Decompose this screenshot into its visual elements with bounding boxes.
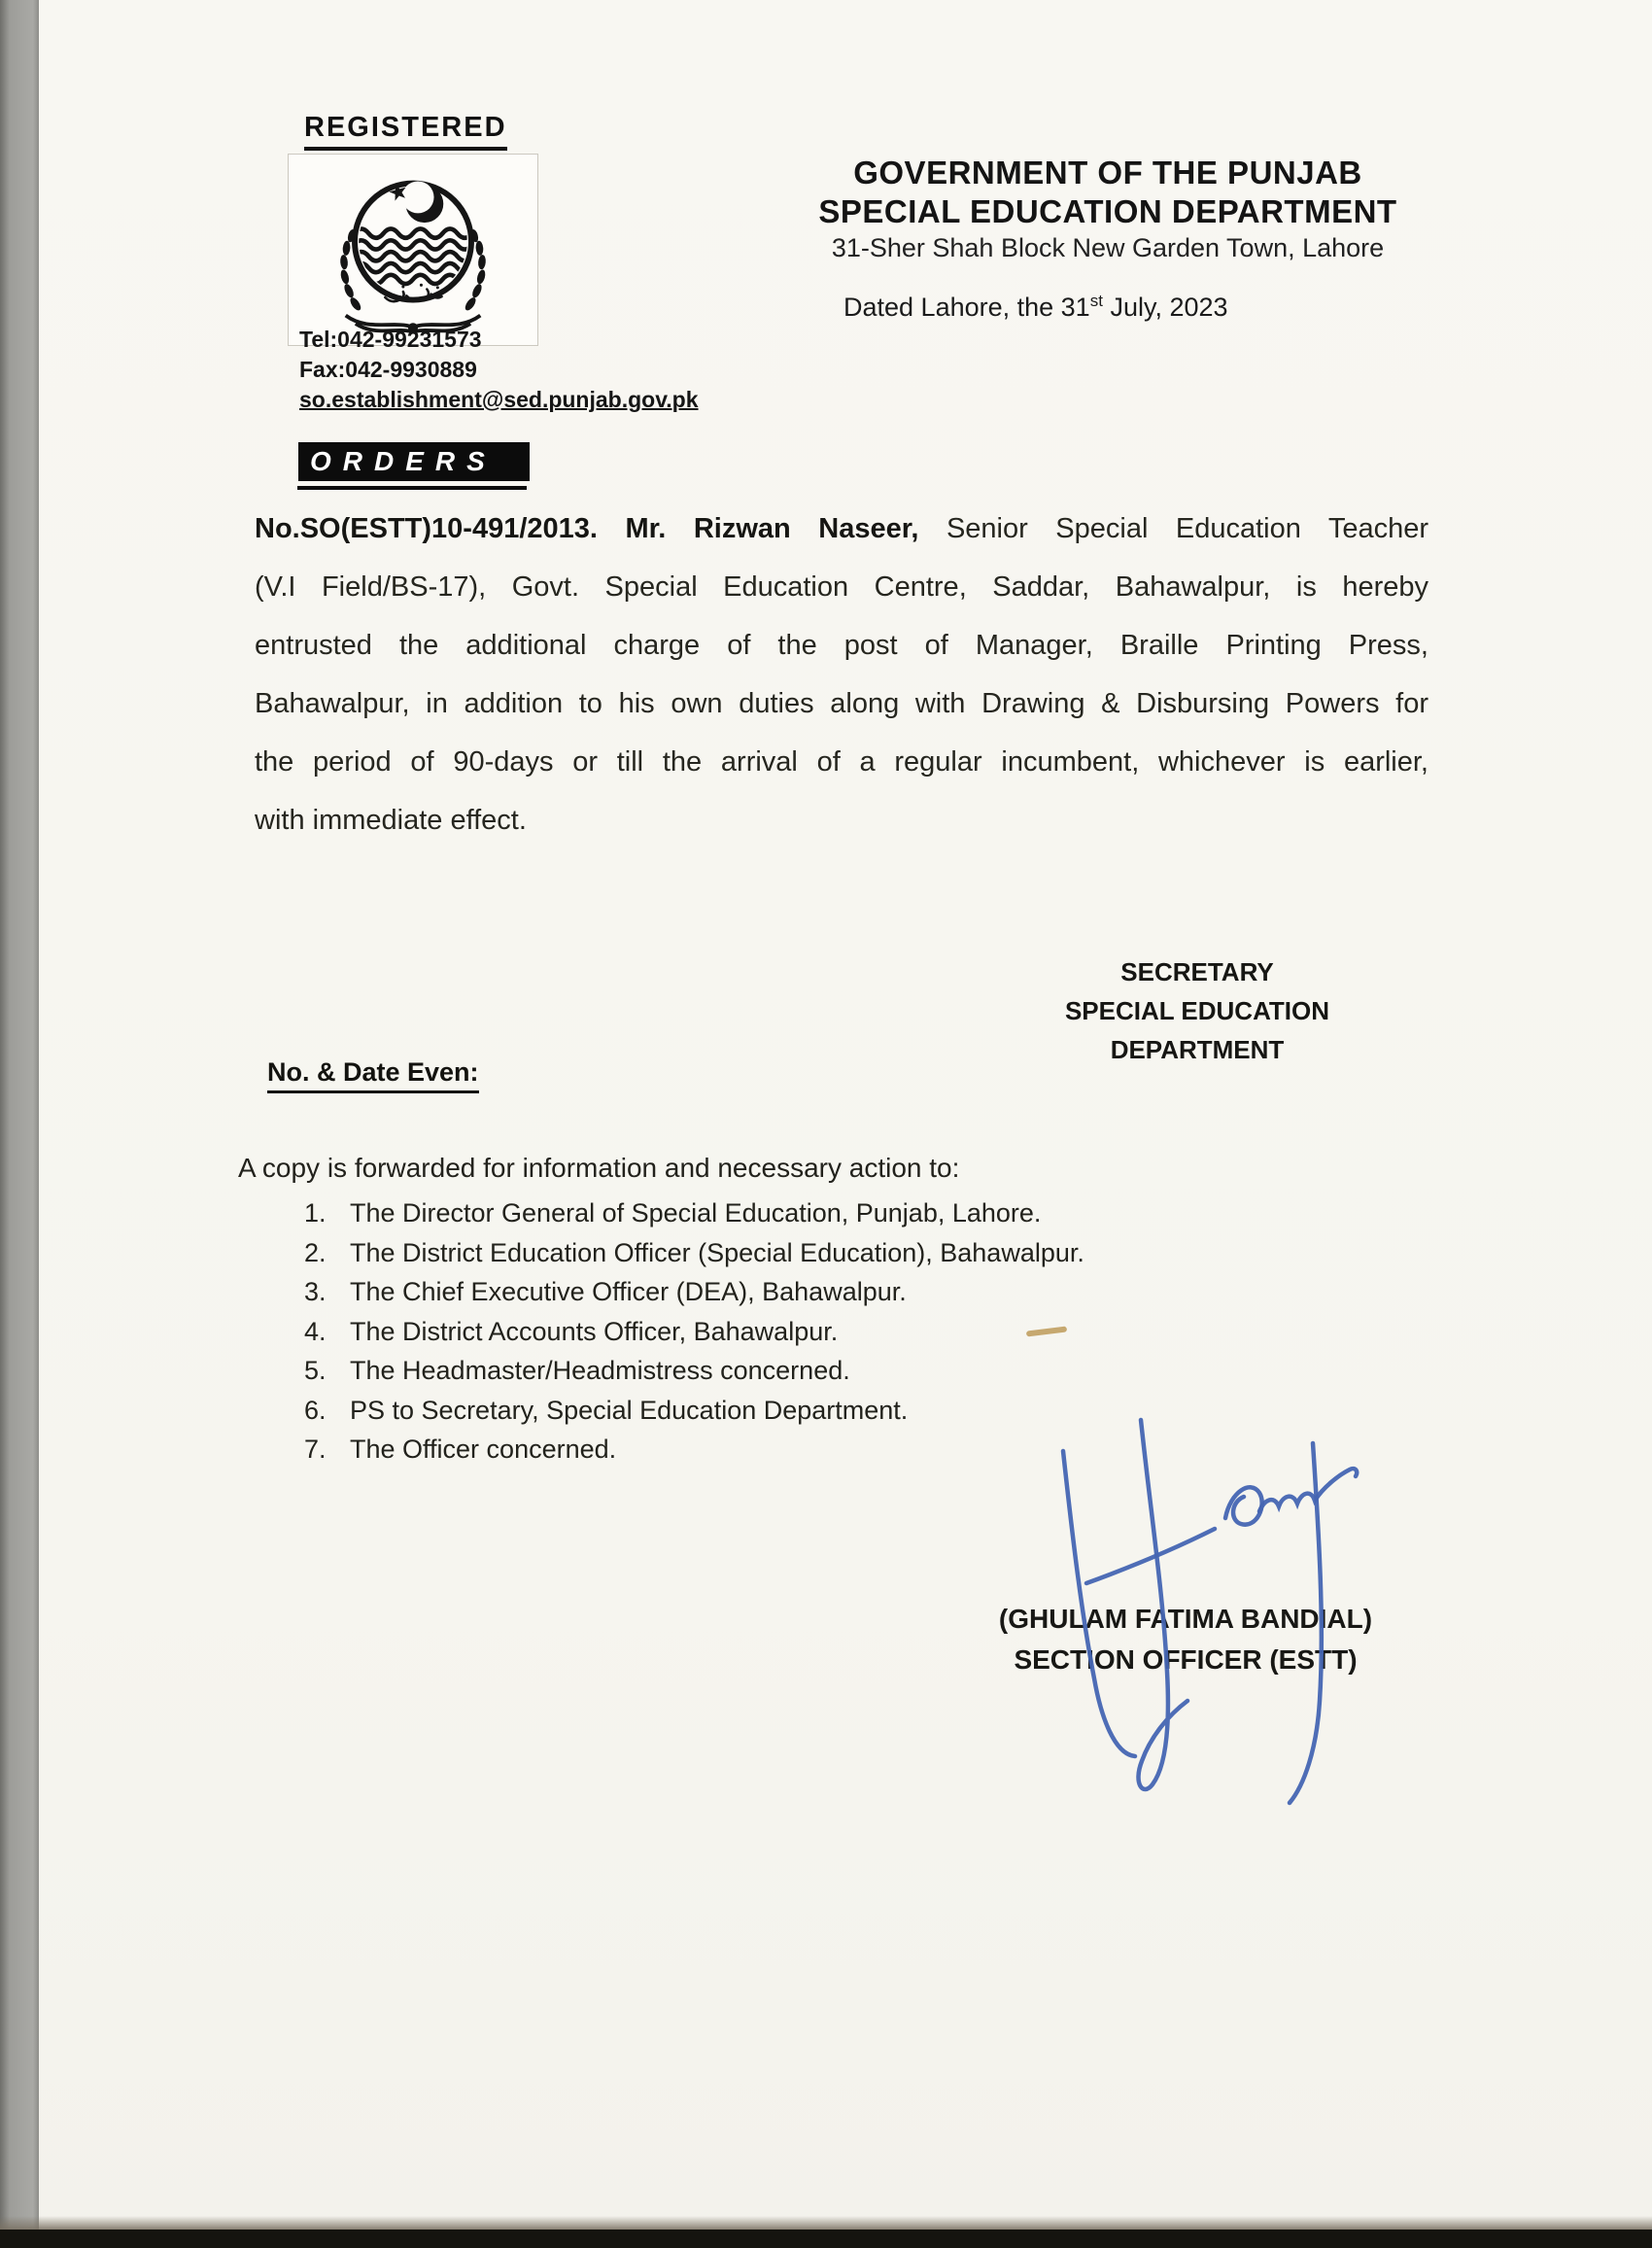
govt-title: GOVERNMENT OF THE PUNJAB xyxy=(853,155,1362,190)
punjab-government-crest xyxy=(288,154,538,346)
copy-distribution-list xyxy=(304,1193,1084,1470)
order-line-4: Bahawalpur, in addition to his own duties along with Drawing & Disbursing Powers for xyxy=(255,688,1428,719)
scan-edge-left xyxy=(0,0,39,2248)
order-line-1 xyxy=(255,500,1428,558)
order-number-and-name: No.SO(ESTT)10-491/2013. Mr. Rizwan Naseer, xyxy=(255,513,919,544)
orders-heading-box xyxy=(298,442,530,481)
list-item xyxy=(304,1430,1084,1470)
list-item-text: The District Education Officer (Special Education), Bahawalpur. xyxy=(350,1237,1084,1267)
list-item xyxy=(304,1391,1084,1431)
signatory-block xyxy=(1051,952,1343,1069)
date-ordinal: st xyxy=(1089,292,1103,310)
orders-heading: ORDERS xyxy=(310,446,497,476)
list-item-text: The Officer concerned. xyxy=(350,1435,617,1464)
list-item xyxy=(304,1351,1084,1391)
list-item xyxy=(304,1272,1084,1312)
date-suffix: July, 2023 xyxy=(1102,293,1228,322)
list-item-number: 7. xyxy=(304,1435,327,1464)
signatory-line-2: SPECIAL EDUCATION xyxy=(1064,996,1330,1025)
list-item-number: 1. xyxy=(304,1198,327,1228)
list-item-text: The District Accounts Officer, Bahawalpur. xyxy=(350,1316,839,1346)
order-line-1-rest: Senior Special Education Teacher xyxy=(946,513,1429,544)
list-item xyxy=(304,1193,1084,1233)
list-item-text: The Director General of Special Education, Punjab, Lahore. xyxy=(350,1198,1042,1228)
signer-title: SECTION OFFICER (ESTT) xyxy=(1014,1644,1358,1675)
dept-address: 31-Sher Shah Block New Garden Town, Lahore xyxy=(831,233,1385,262)
date-prefix: Dated Lahore, the 31 xyxy=(843,293,1090,322)
list-item-text: PS to Secretary, Special Education Department. xyxy=(350,1395,909,1425)
list-item-number: 2. xyxy=(304,1237,327,1267)
copy-intro-line: A copy is forwarded for information and necessary action to: xyxy=(238,1153,960,1183)
list-item-number: 4. xyxy=(304,1316,327,1346)
signatory-line-3: DEPARTMENT xyxy=(1110,1035,1285,1064)
dept-title: SPECIAL EDUCATION DEPARTMENT xyxy=(818,193,1397,229)
list-item-number: 3. xyxy=(304,1277,327,1306)
list-item-number: 5. xyxy=(304,1356,327,1385)
list-item xyxy=(304,1233,1084,1273)
order-line-5: the period of 90-days or till the arrival of a regular incumbent, whichever is earlier, xyxy=(255,746,1428,778)
date-line xyxy=(843,292,1228,323)
no-date-even-label: No. & Date Even: xyxy=(267,1057,479,1093)
list-item xyxy=(304,1312,1084,1352)
list-item-number: 6. xyxy=(304,1395,327,1425)
signatory-line-1: SECRETARY xyxy=(1120,957,1274,986)
signer-name: (GHULAM FATIMA BANDIAL) xyxy=(998,1604,1373,1634)
order-line-3: entrusted the additional charge of the post of Manager, Braille Printing Press, xyxy=(255,630,1428,661)
order-paragraph xyxy=(255,500,1428,849)
department-header xyxy=(807,154,1409,264)
order-line-6: with immediate effect. xyxy=(255,805,527,836)
list-item-text: The Headmaster/Headmistress concerned. xyxy=(350,1356,850,1385)
registered-label: REGISTERED xyxy=(304,112,507,151)
crest-icon xyxy=(289,155,537,345)
email-line: so.establishment@sed.punjab.gov.pk xyxy=(299,387,699,412)
contact-block xyxy=(299,325,699,415)
list-item-text: The Chief Executive Officer (DEA), Bahawalpur. xyxy=(350,1277,907,1306)
tel-line: Tel:042-99231573 xyxy=(299,327,482,352)
scan-edge-bottom xyxy=(0,2230,1652,2248)
signature-ink xyxy=(1001,1375,1390,1813)
order-line-2: (V.I Field/BS-17), Govt. Special Education Centre, Saddar, Bahawalpur, is hereby xyxy=(255,571,1428,603)
orders-underline xyxy=(297,486,527,490)
fax-line: Fax:042-9930889 xyxy=(299,357,477,382)
